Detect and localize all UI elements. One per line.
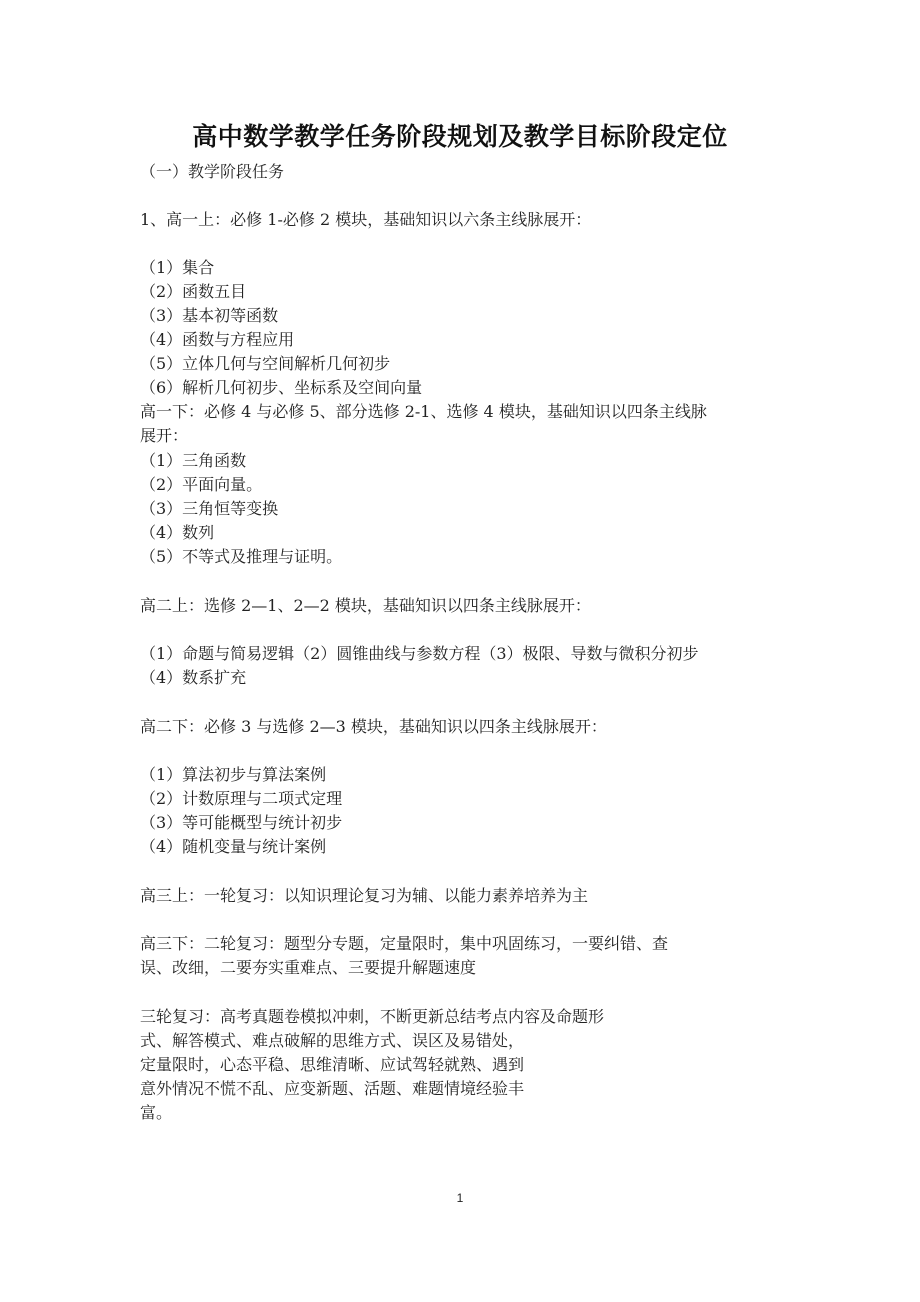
list-item: （1）集合 (140, 258, 215, 277)
list-item: （1）命题与简易逻辑（2）圆锥曲线与参数方程（3）极限、导数与微积分初步 (140, 644, 699, 663)
list-item: （3）等可能概型与统计初步 (140, 813, 343, 832)
paragraph-line: 意外情况不慌不乱、应变新题、活题、难题情境经验丰 (140, 1079, 525, 1098)
paragraph-line: 定量限时，心态平稳、思维清晰、应试驾轻就熟、遇到 (140, 1055, 525, 1074)
list-item: （4）数列 (140, 523, 215, 542)
list-item: （2）计数原理与二项式定理 (140, 789, 343, 808)
document-title: 高中数学教学任务阶段规划及教学目标阶段定位 (192, 122, 728, 151)
list-item: （3）三角恒等变换 (140, 499, 279, 518)
paragraph-line: 高一下：必修 4 与必修 5、部分选修 2-1、选修 4 模块，基础知识以四条主线脉 (140, 402, 707, 421)
list-item: （2）函数五目 (140, 282, 247, 301)
paragraph-line: 三轮复习：高考真题卷模拟冲刺，不断更新总结考点内容及命题形 (140, 1007, 605, 1026)
paragraph-line: 富。 (140, 1103, 173, 1122)
paragraph-line: 展开： (140, 426, 189, 445)
list-item: （3）基本初等函数 (140, 306, 279, 325)
list-item: （5）立体几何与空间解析几何初步 (140, 354, 391, 373)
paragraph-line: 高二上：选修 2—1、2—2 模块，基础知识以四条主线脉展开： (140, 596, 591, 615)
paragraph-line: 高三下：二轮复习：题型分专题，定量限时，集中巩固练习，一要纠错、查 (140, 934, 669, 953)
paragraph-line: 1、高一上：必修 1-必修 2 模块，基础知识以六条主线脉展开： (140, 210, 592, 229)
paragraph-line: 高二下：必修 3 与选修 2—3 模块，基础知识以四条主线脉展开： (140, 717, 607, 736)
list-item: （1）三角函数 (140, 451, 247, 470)
list-item: （6）解析几何初步、坐标系及空间向量 (140, 378, 423, 397)
paragraph-line: 式、解答模式、难点破解的思维方式、误区及易错处， (140, 1031, 525, 1050)
paragraph-line: 高三上：一轮复习：以知识理论复习为辅、以能力素养培养为主 (140, 886, 589, 905)
list-item: （4）函数与方程应用 (140, 330, 295, 349)
paragraph-line: 误、改细，二要夯实重难点、三要提升解题速度 (140, 958, 477, 977)
list-item: （1）算法初步与算法案例 (140, 765, 327, 784)
page-number: 1 (456, 1191, 464, 1205)
list-item: （4）数系扩充 (140, 668, 247, 687)
list-item: （4）随机变量与统计案例 (140, 837, 327, 856)
section-heading: （一）教学阶段任务 (140, 162, 285, 181)
list-item: （5）不等式及推理与证明。 (140, 547, 343, 566)
list-item: （2）平面向量。 (140, 475, 263, 494)
